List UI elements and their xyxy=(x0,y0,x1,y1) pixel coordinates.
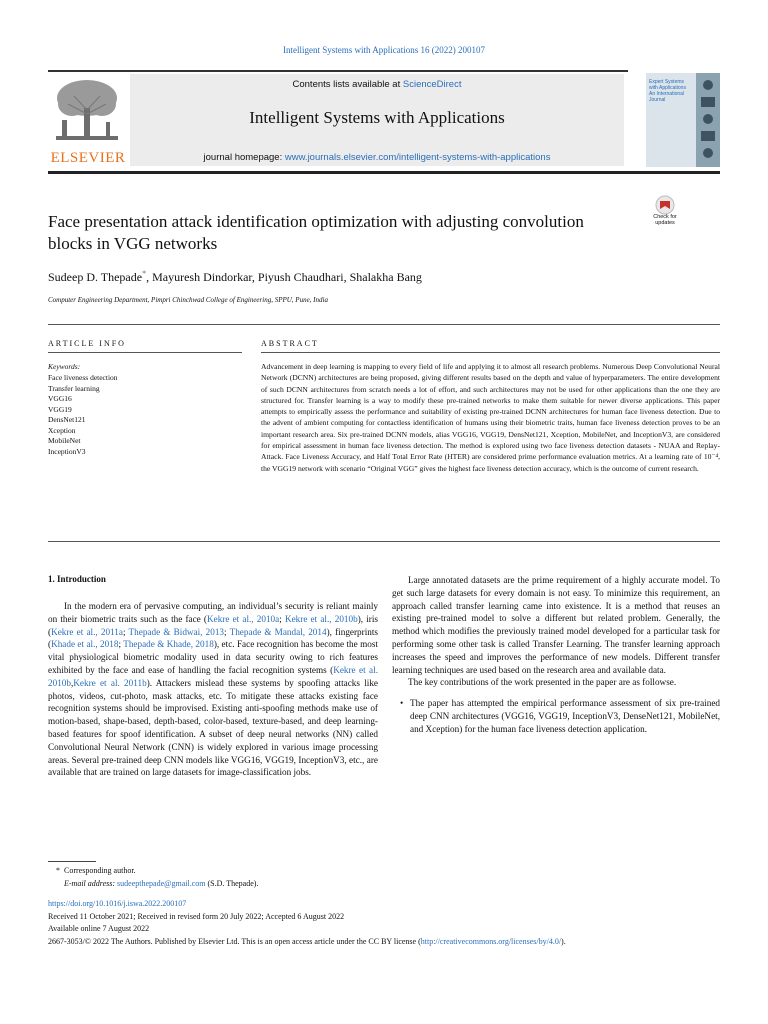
header-top-rule xyxy=(48,70,628,72)
keywords-label: Keywords: xyxy=(48,362,81,371)
keyword-item: Xception xyxy=(48,425,76,435)
article-info-heading: ARTICLE INFO xyxy=(48,339,126,348)
citation-link[interactable]: Thepade & Khade, 2018 xyxy=(123,639,214,650)
citation-link[interactable]: Kekre et al., 2010b xyxy=(284,613,358,624)
text-run: ). Attackers mislead these systems by spoofing attacks like photos, videos, cut-photo, mask attacks, etc. To mitigate these attacks existing face recognition systems should be improvised. Existing anti-spoofing methods make use of motion-based, shape-based, depth-based, color-based, texture-based, and deep learning-based features for spoof identification. A subset of deep neural networks (NN) called Convolutional Neural Network (CNN) is widely explored in various image processing areas. Several pre-trained deep CNN models like VGG16, VGG19, InceptionV3, etc., are available that are trained on large datasets for image-classification jobs. xyxy=(48,677,378,778)
abstract-rule xyxy=(261,352,720,353)
text-run: ; xyxy=(224,626,230,637)
header-bottom-rule xyxy=(48,171,720,174)
online-date: Available online 7 August 2022 xyxy=(48,924,150,933)
text-run: ), fingerprints ( xyxy=(48,626,378,650)
bullet-icon: • xyxy=(400,698,404,709)
author-name[interactable]: Sudeep D. Thepade xyxy=(48,270,143,284)
text-run: ; xyxy=(279,613,285,624)
keyword-item: MobileNet xyxy=(48,436,81,445)
citation-link[interactable]: Kekre et al., 2010a xyxy=(206,613,280,624)
citation-link[interactable]: Kekre et al., 2011a xyxy=(51,626,123,637)
license-line xyxy=(48,937,566,946)
article-info-rule xyxy=(48,352,242,353)
text-run: ), etc. Face recognition has become the most vital physiological biometric modality used in data security owing to rich features exhibited by the face and ease of handling the facial recognition systems ( xyxy=(48,639,378,675)
citation-link[interactable]: Kekre et al. 2010b xyxy=(48,664,378,688)
text-run: , xyxy=(70,677,74,688)
keyword-item: Transfer learning xyxy=(48,383,100,393)
contribution-bullet xyxy=(392,697,720,735)
contents-line xyxy=(130,79,624,90)
section-heading-introduction: 1. Introduction xyxy=(48,574,106,584)
journal-homepage xyxy=(130,152,624,163)
citation-link[interactable]: Kekre et al. 2011b xyxy=(73,677,147,688)
keyword-item: Face liveness detection xyxy=(48,373,118,382)
author-list: Sudeep D. Thepade*, Mayuresh Dindorkar, Piyush Chaudhari, Shalakha Bang xyxy=(48,269,422,284)
affiliation: Computer Engineering Department, Pimpri Chinchwad College of Engineering, SPPU, Pune, India xyxy=(48,296,328,304)
keywords-list xyxy=(48,373,118,457)
email-label: E-mail address: xyxy=(64,879,118,888)
author-name[interactable]: Shalakha Bang xyxy=(349,270,422,284)
author-name[interactable]: Piyush Chaudhari xyxy=(257,270,344,284)
homepage-link[interactable]: www.journals.elsevier.com/intelligent-systems-with-applications xyxy=(284,152,551,163)
doi-text[interactable]: https://doi.org/10.1016/j.iswa.2022.200107 xyxy=(48,899,187,908)
homepage-label: journal homepage: xyxy=(203,152,285,163)
separator-rule xyxy=(48,324,720,325)
abstract-heading: ABSTRACT xyxy=(261,339,319,348)
citation-link[interactable]: Thepade & Mandal, 2014 xyxy=(229,626,327,637)
journal-cover-image xyxy=(646,73,720,167)
abstract-text: Advancement in deep learning is mapping to every field of life and applying it to almost all research problems. Numerous Deep Convolutional Neural Network (DCNN) architectures are being proposed, giving different results based on the depth and value of hyperparameters. The entire development of such DCNN architectures from scratch needs a lot of effort, and such architectures may not be used for other applications than the one they are structured for. Transfer learning is a way to modify these pre-trained networks to make them suitable for newer diverse applications. This paper attempts to empirically assess the performance and suitability of existing pre-trained DCNN architectures for human face liveness detection. Due to the advent of ambient computing for contactless identification of humans using their biometric traits, human face liveness detection proves to be an important research area. Six pre-trained DCNN models, alias VGG16, VGG19, DensNet121, Xception, MobileNet, and InceptionV3, are considered for empirical assessment in human face liveness detection. The method is explored using two face liveness detection datasets - NUAA and Replay-Attack. Face Liveness Accuracy, and Half Total Error Rate (HTER) are considered prime performance evaluation metrics. At a learning rate of 10⁻⁴, the VGG19 network with scenario “Original VGG” gives the highest face liveness detection accuracy, which is the outcome of current research. xyxy=(261,362,720,473)
email-link[interactable]: sudeepthepade@gmail.com xyxy=(117,879,206,888)
corresponding-author-mark[interactable]: * xyxy=(142,269,147,278)
text-run: ; xyxy=(118,639,124,650)
text-run: In the modern era of pervasive computing, an individual’s security is reliant mainly on their biometric traits such as the face ( xyxy=(48,601,378,624)
intro-paragraph-3: The key contributions of the work presented in the paper are as followse. xyxy=(408,677,677,688)
intro-paragraph-1 xyxy=(48,600,378,779)
citation-link[interactable]: Khade et al., 2018 xyxy=(51,639,119,650)
sciencedirect-link[interactable]: ScienceDirect xyxy=(402,79,462,90)
license-end: ). xyxy=(561,937,566,946)
elsevier-wordmark: ELSEVIER xyxy=(50,150,126,166)
footnote-mark: * xyxy=(56,866,60,875)
left-column xyxy=(48,600,378,779)
keyword-item: DensNet121 xyxy=(48,415,86,424)
text-run: ; xyxy=(122,626,129,637)
cover-text: Expert Systems with Applications An International Journal xyxy=(649,79,686,103)
email-note xyxy=(64,878,258,891)
keyword-item: VGG16 xyxy=(48,394,72,403)
corresponding-author-note xyxy=(56,865,136,878)
license-text: 2667-3053/© 2022 The Authors. Published by Elsevier Ltd. This is an open access article under the CC BY license ( xyxy=(48,937,421,946)
contents-prefix: Contents lists available at xyxy=(292,79,403,90)
journal-title: Intelligent Systems with Applications xyxy=(249,108,505,127)
check-for-updates-label[interactable]: Check for updates xyxy=(653,214,677,226)
citation-link[interactable]: Thepade & Bidwai, 2013 xyxy=(128,626,225,637)
article-title: Face presentation attack identification optimization with adjusting convolution blocks in VGG networks xyxy=(48,212,584,253)
right-column xyxy=(392,574,720,736)
author-name[interactable]: Mayuresh Dindorkar xyxy=(152,270,252,284)
license-link[interactable]: http://creativecommons.org/licenses/by/4.0/ xyxy=(420,937,562,946)
contribution-text: The paper has attempted the empirical performance assessment of six pre-trained deep CNN architectures (VGG16, VGG19, InceptionV3, DenseNet121, MobileNet, and Xception) for the human face liveness detection application. xyxy=(410,698,720,734)
keyword-item: VGG19 xyxy=(48,404,72,414)
keyword-item: InceptionV3 xyxy=(48,446,86,456)
journal-reference[interactable]: Intelligent Systems with Applications 16 (2022) 200107 xyxy=(283,45,485,55)
received-dates: Received 11 October 2021; Received in revised form 20 July 2022; Accepted 6 August 2022 xyxy=(48,912,345,921)
email-suffix: (S.D. Thepade). xyxy=(205,879,259,888)
footnote-rule xyxy=(48,861,96,862)
intro-paragraph-2: Large annotated datasets are the prime requirement of a highly accurate model. To get such large datasets for every domain is not easy. To minimize this requirement, an approach called transfer learning came into existence. It is a method that reuses an existing pre-trained model to solve a different but related problem. Generally, the method which modifies the previously trained model developed for a particular task for performing some other task is called Transfer Learning. The transfer learning approach increases the speed and improves the performance of new models. Different transfer learning techniques are used based on the research area and available data. xyxy=(392,575,720,675)
doi-link[interactable] xyxy=(48,899,186,908)
corresponding-author-text: Corresponding author. xyxy=(64,866,136,875)
text-run: ), iris ( xyxy=(48,613,378,637)
abstract-bottom-rule xyxy=(48,541,720,542)
